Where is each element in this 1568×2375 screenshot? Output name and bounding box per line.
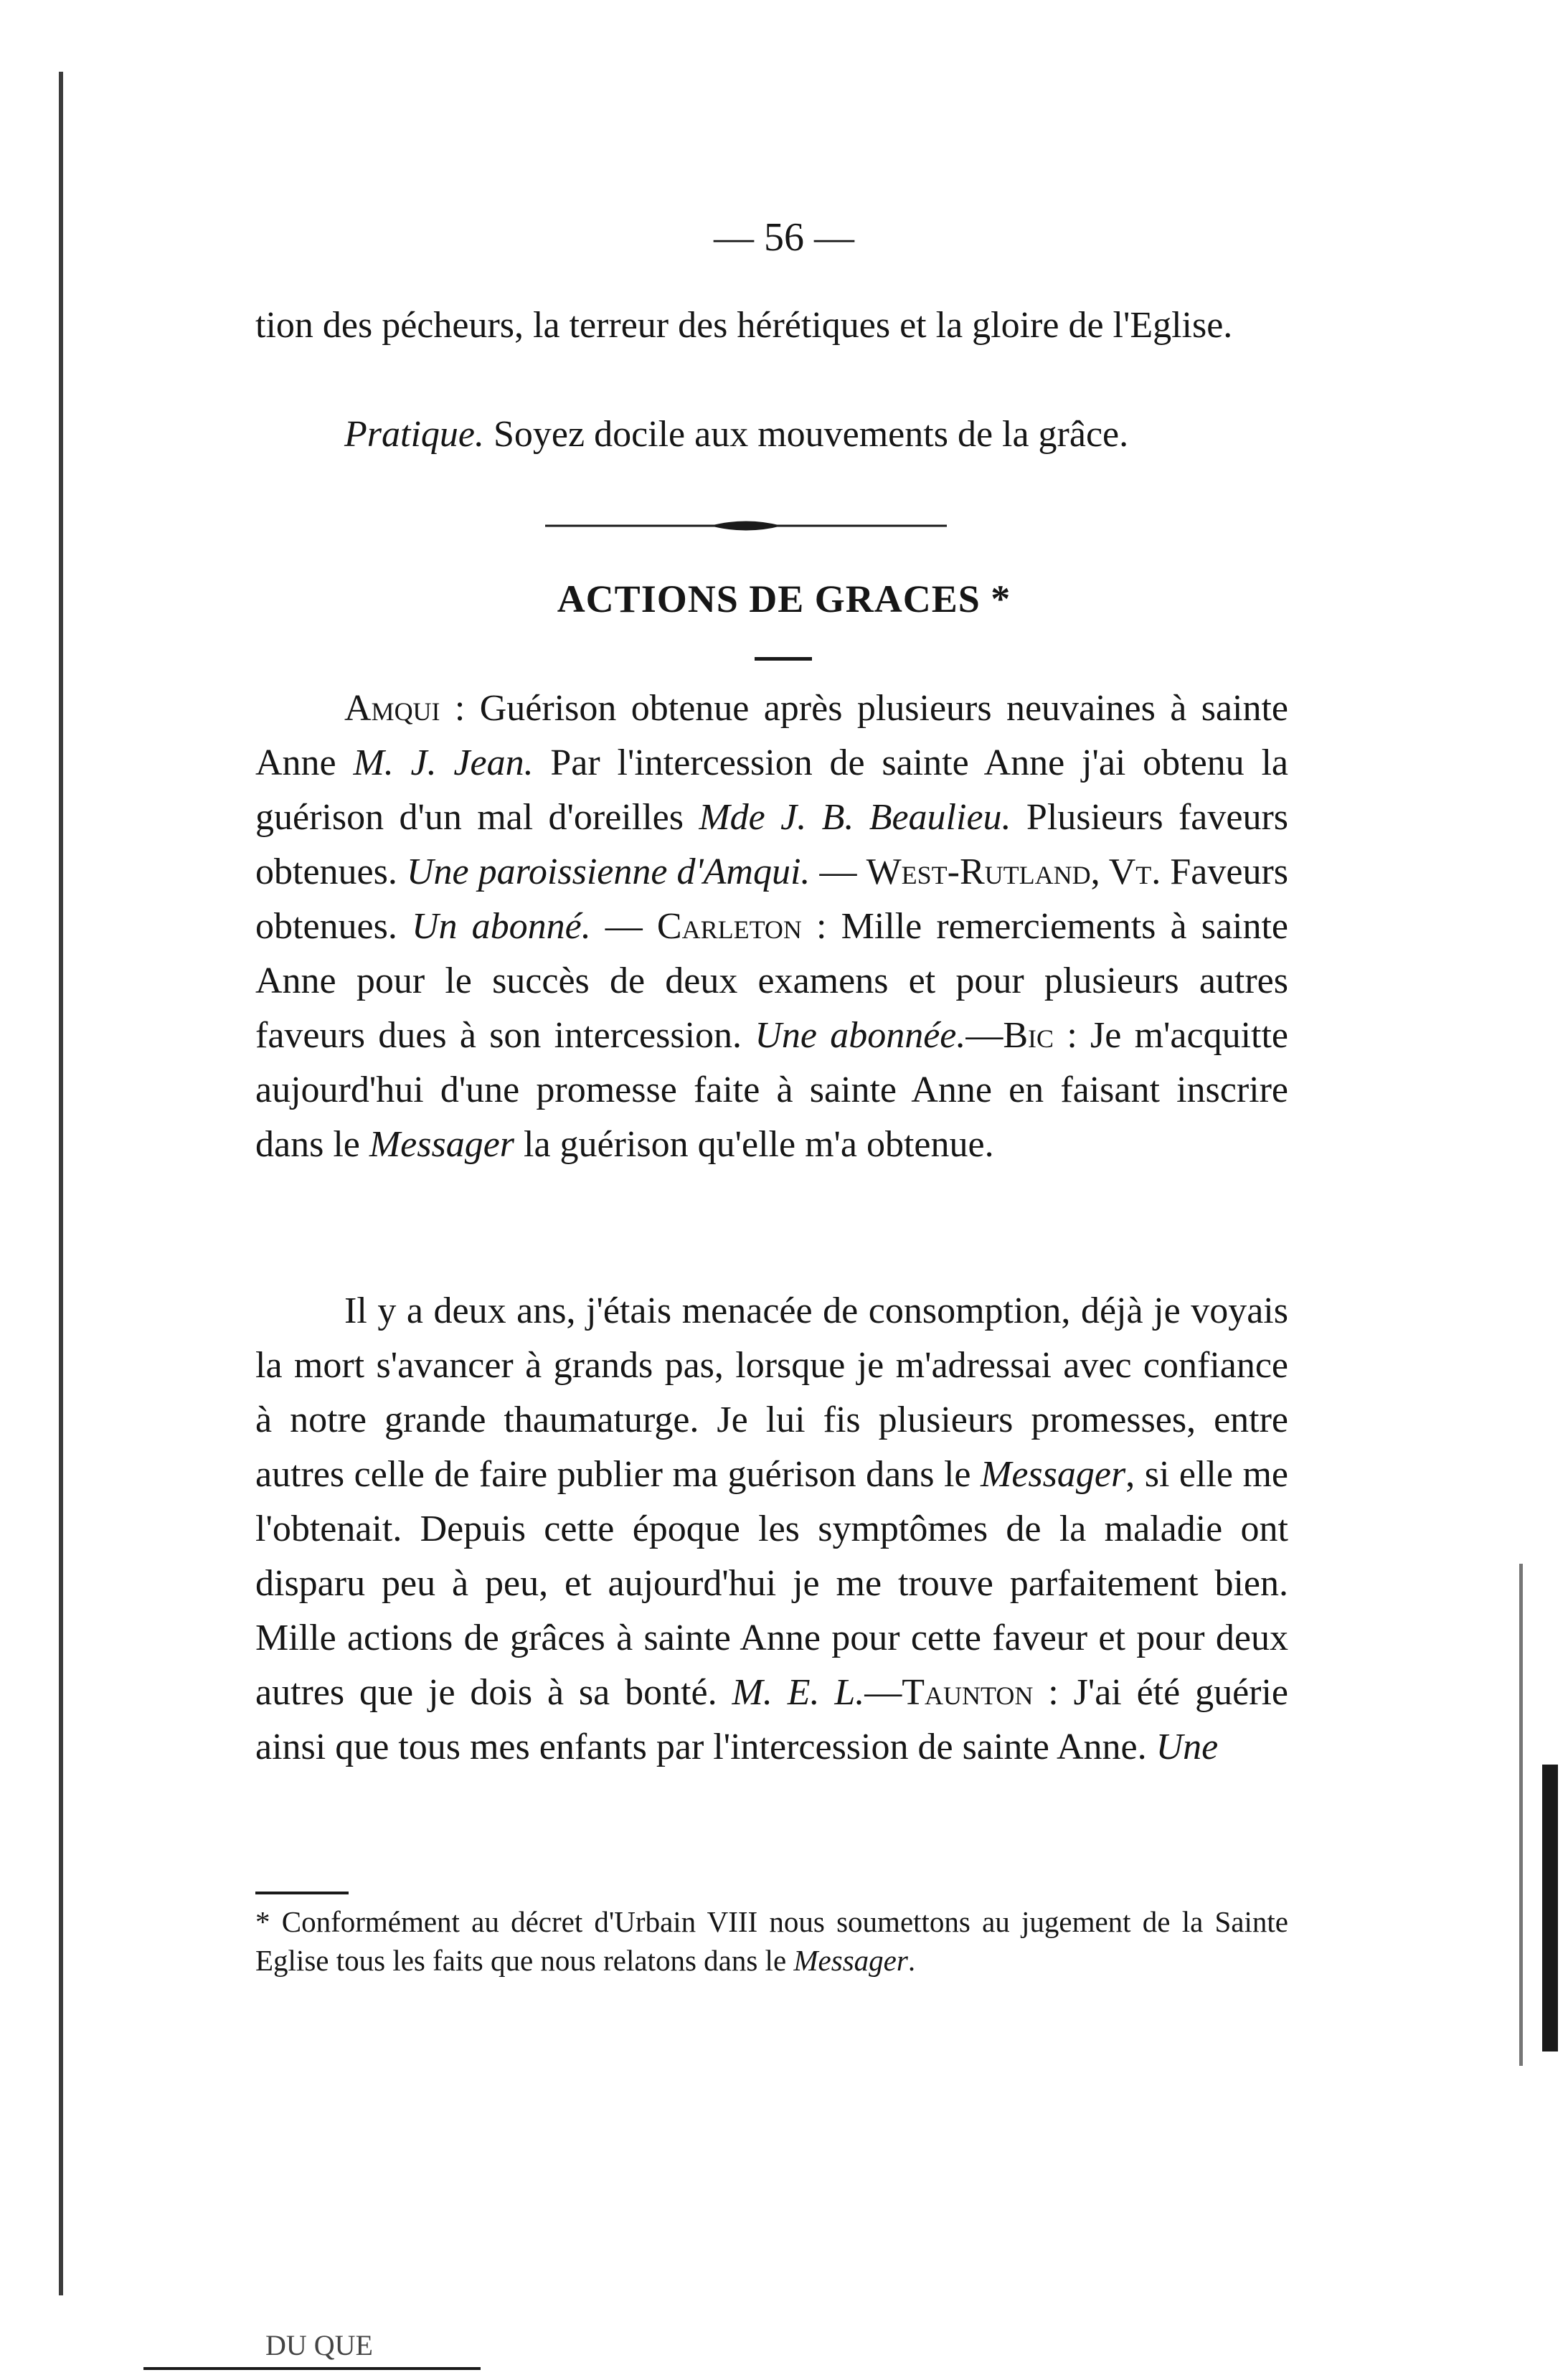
text-fragment: Faveurs obtenues. (255, 851, 1288, 947)
messager-title: Messager (981, 1454, 1126, 1495)
paragraph-graces (255, 681, 1288, 1172)
text-fragment: . (907, 1944, 916, 1977)
text-fragment: Il y a deux ans, j'étais menacée de consomption, déjà je voyais la mort s'avancer à grands pas, lorsque je m'adressai avec confiance à notre grande thaumaturge. Je lui fis plusieurs promesses, entre autres celle de faire publier ma guérison dans le (255, 1290, 1288, 1495)
place-amqui: Amqui (344, 688, 440, 729)
signature-mde-beaulieu: Mde J. B. Beaulieu. (699, 797, 1011, 838)
scan-edge-left (59, 72, 63, 2295)
signature-paroissienne: Une paroissienne d'Amqui. (406, 851, 811, 892)
text-fragment: — (965, 1015, 1003, 1056)
text-fragment: — (590, 906, 657, 947)
text-fragment: la guérison qu'elle m'a obtenue. (514, 1124, 994, 1165)
scan-edge-right-upper (1519, 1564, 1523, 2066)
text-fragment: : J'ai été guérie ainsi que tous mes enfants par l'intercession de sainte Anne. (255, 1672, 1289, 1767)
text-fragment: * Conformément au décret d'Urbain VIII nous soumettons au jugement de la Sainte Eglise tous les faits que nous relatons dans le (255, 1905, 1288, 1977)
bottom-stamp-fragment: DU QUE (265, 2329, 373, 2361)
place-carleton: Carleton (656, 906, 802, 947)
scan-edge-bottom (143, 2367, 481, 2370)
messager-title: Messager (793, 1944, 908, 1977)
footnote (255, 1902, 1288, 1980)
messager-title: Messager (369, 1124, 515, 1165)
signature-abonne: Un abonné. (411, 906, 591, 947)
page-number: — 56 — (714, 215, 854, 260)
signature-une: Une (1156, 1727, 1219, 1767)
paragraph-continuation: tion des pécheurs, la terreur des hérétiques et la gloire de l'Eglise. (255, 305, 1233, 346)
title-underline-rule (755, 657, 812, 661)
text-fragment: — (864, 1672, 902, 1713)
paragraph-pratique (255, 407, 1288, 462)
place-taunton: Taunton (902, 1672, 1034, 1713)
text-fragment: : Je m'acquitte aujourd'hui d'une promesse faite à sainte Anne en faisant inscrire dans le (255, 1015, 1288, 1165)
signature-m-e-l: M. E. L. (732, 1672, 865, 1713)
ornamental-rule (545, 515, 947, 537)
pratique-label: Pratique. (344, 414, 484, 455)
text-fragment: — (810, 851, 866, 892)
section-title: ACTIONS DE GRACES * (557, 577, 1011, 620)
text-fragment: : Guérison obtenue après plusieurs neuvaines à sainte Anne (255, 688, 1288, 783)
place-bic: Bic (1003, 1015, 1054, 1056)
text-fragment: , si elle me l'obtenait. Depuis cette époque les symptômes de la maladie ont disparu peu à peu, et aujourd'hui je me trouve parfaitement bien. Mille actions de grâces à sainte Anne pour cette faveur et pour deux autres que je dois à sa bonté. (255, 1454, 1288, 1713)
paragraph-testimony (255, 1284, 1288, 1775)
scan-edge-right-lower (1542, 1765, 1558, 2051)
signature-m-j-jean: M. J. Jean. (353, 742, 534, 783)
text-fragment: Plusieurs faveurs obtenues. (255, 797, 1288, 892)
text-fragment: : Mille remerciements à sainte Anne pour le succès de deux examens et pour plusieurs autres faveurs dues à son intercession. (255, 906, 1289, 1056)
place-west-rutland: West-Rutland, Vt. (866, 851, 1161, 892)
footnote-rule (255, 1892, 349, 1894)
signature-abonnee: Une abonnée. (755, 1015, 966, 1056)
pratique-text: Soyez docile aux mouvements de la grâce. (483, 414, 1129, 455)
text-fragment: Par l'intercession de sainte Anne j'ai obtenu la guérison d'un mal d'oreilles (255, 742, 1288, 838)
